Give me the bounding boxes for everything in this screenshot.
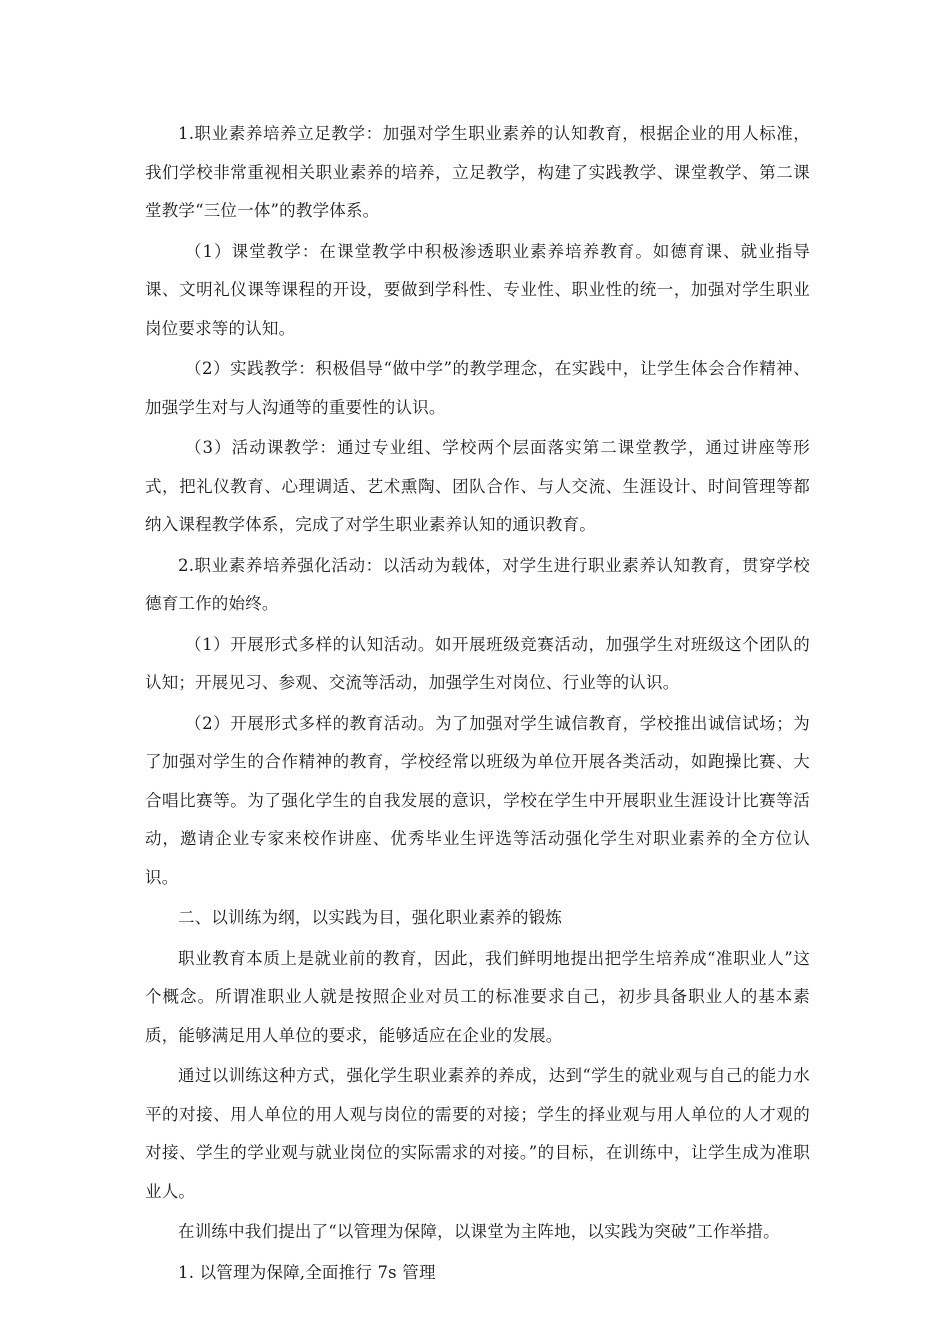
paragraph-7s-management: 1. 以管理为保障,全面推行 7s 管理 <box>178 1262 436 1282</box>
paragraph-cognitive-activities: （1）开展形式多样的认知活动。如开展班级竞赛活动，加强学生对班级这个团队的认知；开展见习、参观、交流等活动，加强学生对岗位、行业等的认识。 <box>145 634 810 692</box>
paragraph-educational-activities: （2）开展形式多样的教育活动。为了加强对学生诚信教育，学校推出诚信试场；为了加强对学生的合作精神的教育，学校经常以班级为单位开展各类活动，如跑操比赛、大合唱比赛等。为了强化学生的自我发展的意识，学校在学生中开展职业生涯设计比赛等活动，邀请企业专家来校作讲座、优秀毕业生评选等活动强化学生对职业素养的全方位认识。 <box>145 713 810 887</box>
paragraph-teaching-foundation: 1.职业素养培养立足教学：加强对学生职业素养的认知教育，根据企业的用人标准，我们学校非常重视相关职业素养的培养，立足教学，构建了实践教学、课堂教学、第二课堂教学“三位一体”的教学体系。 <box>145 124 810 220</box>
paragraph-activity-course: （3）活动课教学：通过专业组、学校两个层面落实第二课堂教学，通过讲座等形式，把礼仪教育、心理调适、艺术熏陶、团队合作、与人交流、生涯设计、时间管理等都纳入课程教学体系，完成了对学生职业素养认知的通识教育。 <box>145 438 810 534</box>
paragraph-work-measures: 在训练中我们提出了“以管理为保障，以课堂为主阵地，以实践为突破”工作举措。 <box>178 1222 780 1241</box>
paragraph-training-method: 通过以训练这种方式，强化学生职业素养的养成，达到“学生的就业观与自己的能力水平的对接、用人单位的用人观与岗位的需要的对接；学生的择业观与用人单位的人才观的对接、学生的学业观与就业岗位的实际需求的对接。”的目标，在训练中，让学生成为准职业人。 <box>145 1066 810 1201</box>
paragraph-vocational-education: 职业教育本质上是就业前的教育，因此，我们鲜明地提出把学生培养成“准职业人”这个概念。所谓准职业人就是按照企业对员工的标准要求自己，初步具备职业人的基本素质，能够满足用人单位的要求，能够适应在企业的发展。 <box>145 948 810 1045</box>
paragraph-strengthen-activities: 2.职业素养培养强化活动：以活动为载体，对学生进行职业素养认知教育，贯穿学校德育工作的始终。 <box>145 555 810 613</box>
paragraph-classroom-teaching: （1）课堂教学：在课堂教学中积极渗透职业素养培养教育。如德育课、就业指导课、文明礼仪课等课程的开设，要做到学科性、专业性、职业性的统一，加强对学生职业岗位要求等的认知。 <box>145 241 810 338</box>
paragraph-practical-teaching: （2）实践教学：积极倡导“做中学”的教学理念，在实践中，让学生体会合作精神、加强学生对与人沟通等的重要性的认识。 <box>145 359 810 417</box>
section-heading-training: 二、以训练为纲，以实践为目，强化职业素养的锻炼 <box>178 908 563 927</box>
document-body <box>145 115 810 1294</box>
